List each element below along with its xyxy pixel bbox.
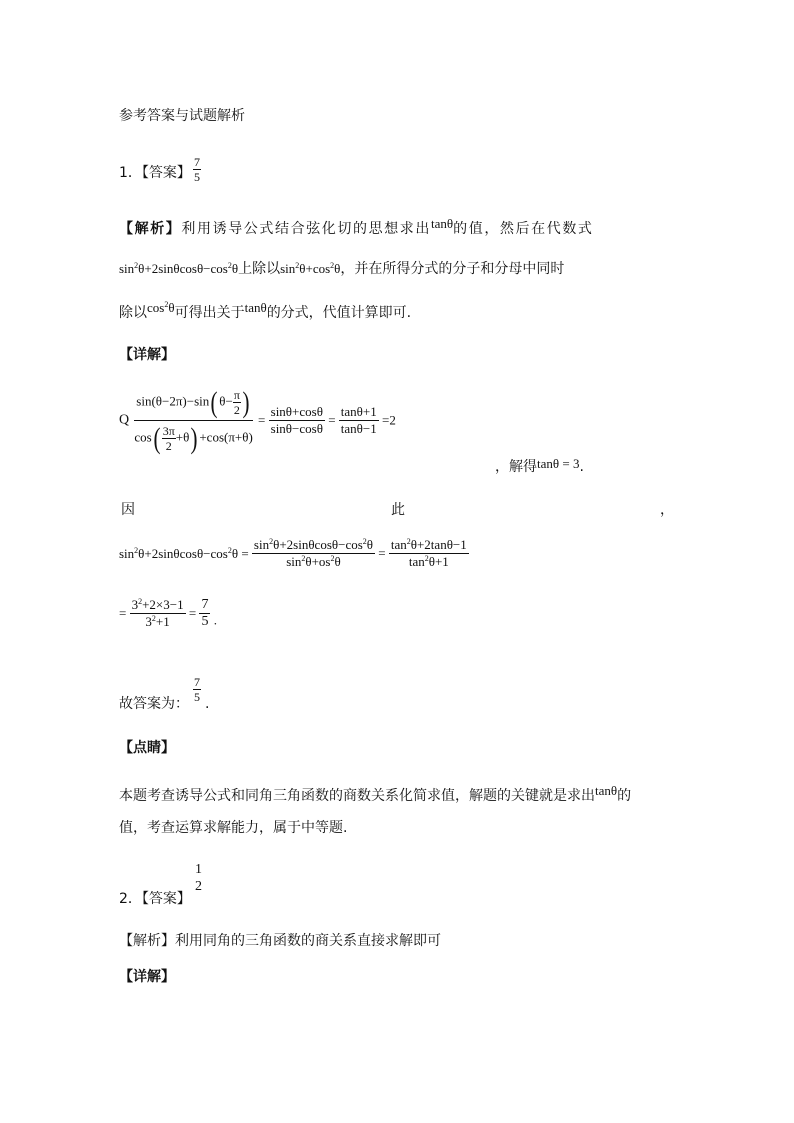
q1-equation-1: Q sin(θ−2π)−sin( θ− $\frac{\pi}{2}$ ) cos( $\frac{3\pi}{2}$ +θ) +cos(π+θ) = $\frac{\sin\theta+\cos\theta}{\sin\theta-\cos\theta}$ = $\frac{\tan\theta+1}{\tan\theta-1}$ =2 xyxy=(119,386,396,456)
q1-equation-2: $\sin^2\theta+2\sin\theta\cos\theta-\cos^2\theta$ = $\frac{\sin^2\theta+2\sin\theta\cos\theta-\cos^2\theta}{\sin^2\theta+os^2\theta}$ = $\frac{\tan^2\theta+2\tan\theta-1}{\tan^2\theta+1}$ xyxy=(119,537,467,569)
eq2-fraction-1: $\frac{\sin^2\theta+2\sin\theta\cos\theta-\cos^2\theta}{\sin^2\theta+os^2\theta}$ xyxy=(253,537,374,569)
q1-comment-line1: 本题考查诱导公式和同角三角函数的商数关系化简求值，解题的关键就是求出tanθ的 xyxy=(119,783,632,804)
q1-solve-line: ，解得tanθ = 3. xyxy=(495,456,584,475)
eq1-fraction-3: $\frac{\tan\theta+1}{\tan\theta-1}$ xyxy=(340,404,377,436)
q1-final-fraction: 7 5 xyxy=(194,675,200,704)
word-ci: 此 xyxy=(391,502,405,518)
q2-analysis: 【解析】利用同角的三角函数的商关系直接求解即可 xyxy=(119,933,441,949)
eq3-fraction-1: $\frac{3^2+2\times 3-1}{3^2+1}$ xyxy=(131,597,184,629)
q1-analysis-line3: 除以$\cos^2\theta$可得出关于tanθ的分式，代值计算即可. xyxy=(119,300,412,321)
q1-comment-tag: 【点睛】 xyxy=(119,740,175,756)
q2-answer-label: 2．【答案】 xyxy=(119,891,191,907)
q2-detail-tag: 【详解】 xyxy=(119,969,175,985)
q1-equation-3: = $\frac{3^2+2\times 3-1}{3^2+1}$ = $\frac{7}{5}$ . xyxy=(119,597,217,629)
q1-final-period: . xyxy=(205,696,210,712)
eq2-fraction-2: $\frac{\tan^2\theta+2\tan\theta-1}{\tan^2\theta+1}$ xyxy=(390,537,467,569)
page-title: 参考答案与试题解析 xyxy=(119,108,245,124)
eq1-fraction-1: sin(θ−2π)−sin( θ− $\frac{\pi}{2}$ ) cos( $\frac{3\pi}{2}$ +θ) +cos(π+θ) xyxy=(134,386,253,456)
q1-answer-label: 1．【答案】 xyxy=(119,165,191,181)
q1-analysis-line2: $\sin^2\theta+2\sin\theta\cos\theta-\cos^2\theta$上除以$\sin^2\theta+\cos^2\theta$，并在所得分式的分子和分母中同时 xyxy=(119,261,565,277)
q1-comment-line2: 值，考查运算求解能力，属于中等题. xyxy=(119,820,348,836)
q2-answer-fraction: 1 2 xyxy=(195,862,202,894)
eq3-result-fraction: $\frac{7}{5}$ xyxy=(201,597,209,629)
eq1-fraction-2: $\frac{\sin\theta+\cos\theta}{\sin\theta-\cos\theta}$ xyxy=(270,404,323,436)
comma: ， xyxy=(660,502,674,518)
q1-answer-fraction: 7 5 xyxy=(194,155,200,184)
q1-detail-tag: 【详解】 xyxy=(119,347,175,363)
word-yin: 因 xyxy=(121,502,135,518)
q1-final-answer: 故答案为： xyxy=(119,696,189,712)
q1-analysis-line1: 【解析】利用诱导公式结合弦化切的思想求出tanθ的值，然后在代数式 xyxy=(119,216,594,237)
